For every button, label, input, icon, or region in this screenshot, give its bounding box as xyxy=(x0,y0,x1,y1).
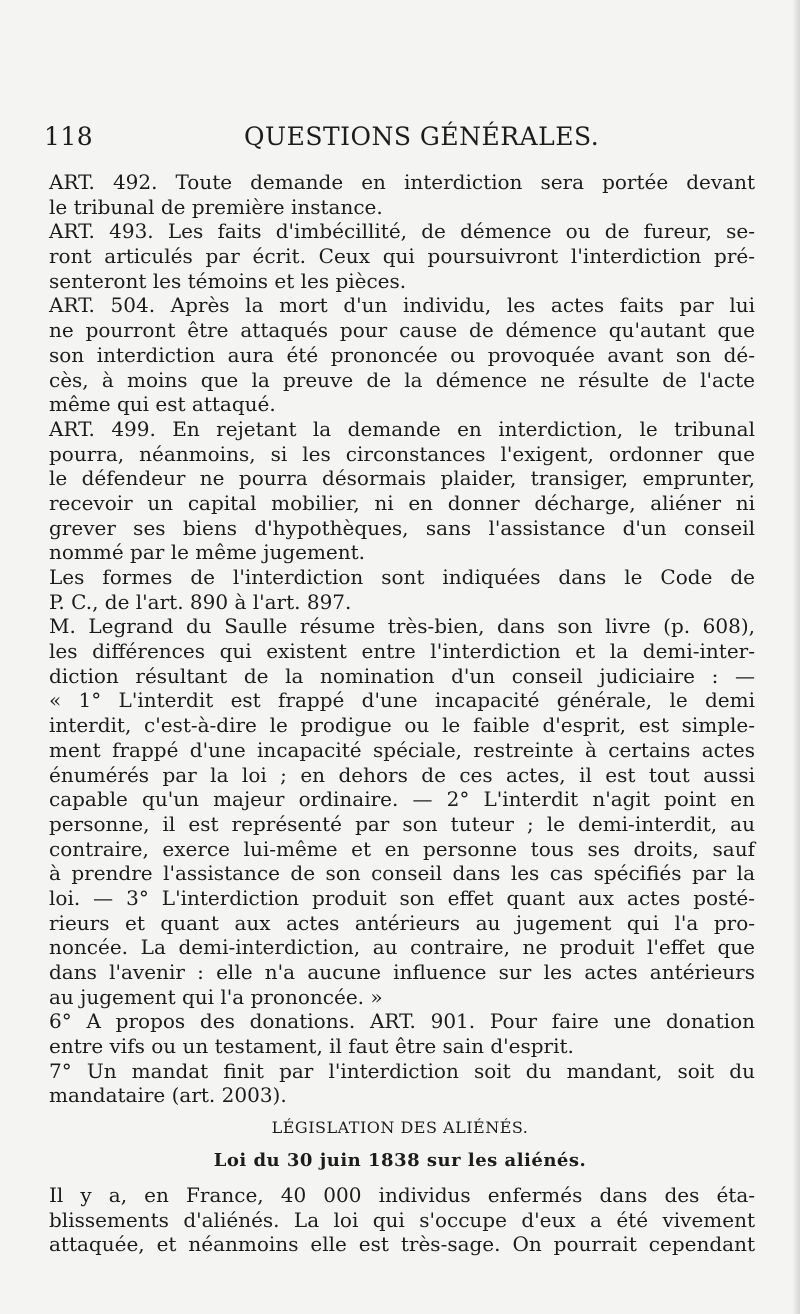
body-text-continued xyxy=(49,1183,755,1257)
text-line: dans l'avenir : elle n'a aucune influence sur les actes antérieurs xyxy=(49,960,755,984)
text-line: ART. 493. Les faits d'imbécillité, de démence ou de fureur, se- xyxy=(49,219,755,244)
page-header xyxy=(44,122,756,162)
text-line: ART. 492. Toute demande en interdiction sera portée devant xyxy=(49,170,755,194)
text-line: son interdiction aura été prononcée ou provoquée avant son dé- xyxy=(49,342,755,367)
text-line: mandataire (art. 2003). xyxy=(49,1083,287,1108)
text-line: même qui est attaqué. xyxy=(49,392,276,417)
text-line: les différences qui existent entre l'interdiction et la demi-inter- xyxy=(49,639,755,664)
body-text xyxy=(49,170,755,1108)
page-number: 118 xyxy=(44,122,94,151)
text-line: 6° A propos des donations. ART. 901. Pour faire une donation xyxy=(49,1009,755,1034)
text-line: entre vifs ou un testament, il faut être sain d'esprit. xyxy=(49,1034,574,1059)
section-subtitle: Loi du 30 juin 1838 sur les aliénés. xyxy=(213,1150,587,1171)
text-line: ART. 504. Après la mort d'un individu, les actes faits par lui xyxy=(49,293,755,318)
text-line: Il y a, en France, 40 000 individus enfermés dans des éta- xyxy=(49,1183,755,1207)
text-line: rieurs et quant aux actes antérieurs au jugement qui l'a pro- xyxy=(49,910,755,935)
text-line: le tribunal de première instance. xyxy=(49,194,383,219)
text-line: 7° Un mandat finit par l'interdiction soit du mandant, soit du xyxy=(49,1058,755,1083)
section-title: LÉGISLATION DES ALIÉNÉS. xyxy=(271,1118,529,1137)
text-line: senteront les témoins et les pièces. xyxy=(49,268,407,293)
text-line: capable qu'un majeur ordinaire. — 2° L'interdit n'agit point en xyxy=(49,787,755,812)
text-line: pourra, néanmoins, si les circonstances l'exigent, ordonner que xyxy=(49,441,755,466)
text-line: au jugement qui l'a prononcée. » xyxy=(49,984,383,1009)
text-line: ment frappé d'une incapacité spéciale, restreinte à certains actes xyxy=(49,737,755,762)
text-line: diction résultant de la nomination d'un conseil judiciaire : — xyxy=(49,663,755,688)
text-line: M. Legrand du Saulle résume très-bien, dans son livre (p. 608), xyxy=(49,614,755,639)
text-line: « 1° L'interdit est frappé d'une incapacité générale, le demi xyxy=(49,688,755,713)
text-line: recevoir un capital mobilier, ni en donner décharge, aliéner ni xyxy=(49,490,755,515)
text-line: attaquée, et néanmoins elle est très-sage. On pourrait cependant xyxy=(49,1232,755,1257)
text-line: à prendre l'assistance de son conseil dans les cas spécifiés par la xyxy=(49,861,755,886)
text-line: loi. — 3° L'interdiction produit son effet quant aux actes posté- xyxy=(49,885,755,910)
text-line: énumérés par la loi ; en dehors de ces actes, il est tout aussi xyxy=(49,762,755,787)
text-line: interdit, c'est-à-dire le prodigue ou le faible d'esprit, est simple- xyxy=(49,713,755,738)
text-line: P. C., de l'art. 890 à l'art. 897. xyxy=(49,589,352,614)
running-title: QUESTIONS GÉNÉRALES. xyxy=(244,122,600,151)
text-line: personne, il est représenté par son tuteur ; le demi-interdit, au xyxy=(49,811,755,836)
text-line: noncée. La demi-interdiction, au contraire, ne produit l'effet que xyxy=(49,935,755,960)
text-line: le défendeur ne pourra désormais plaider, transiger, emprunter, xyxy=(49,466,755,491)
text-line: ne pourront être attaqués pour cause de démence qu'autant que xyxy=(49,318,755,343)
text-line: Les formes de l'interdiction sont indiquées dans le Code de xyxy=(49,565,755,589)
text-line: contraire, exerce lui-même et en personne tous ses droits, sauf xyxy=(49,836,755,861)
text-line: blissements d'aliénés. La loi qui s'occupe d'eux a été vivement xyxy=(49,1207,755,1232)
text-line: nommé par le même jugement. xyxy=(49,540,366,565)
text-line: cès, à moins que la preuve de la démence ne résulte de l'acte xyxy=(49,367,755,392)
text-line: ront articulés par écrit. Ceux qui poursuivront l'interdiction pré- xyxy=(49,244,755,269)
text-line: ART. 499. En rejetant la demande en interdiction, le tribunal xyxy=(49,416,755,441)
text-line: grever ses biens d'hypothèques, sans l'assistance d'un conseil xyxy=(49,515,755,540)
